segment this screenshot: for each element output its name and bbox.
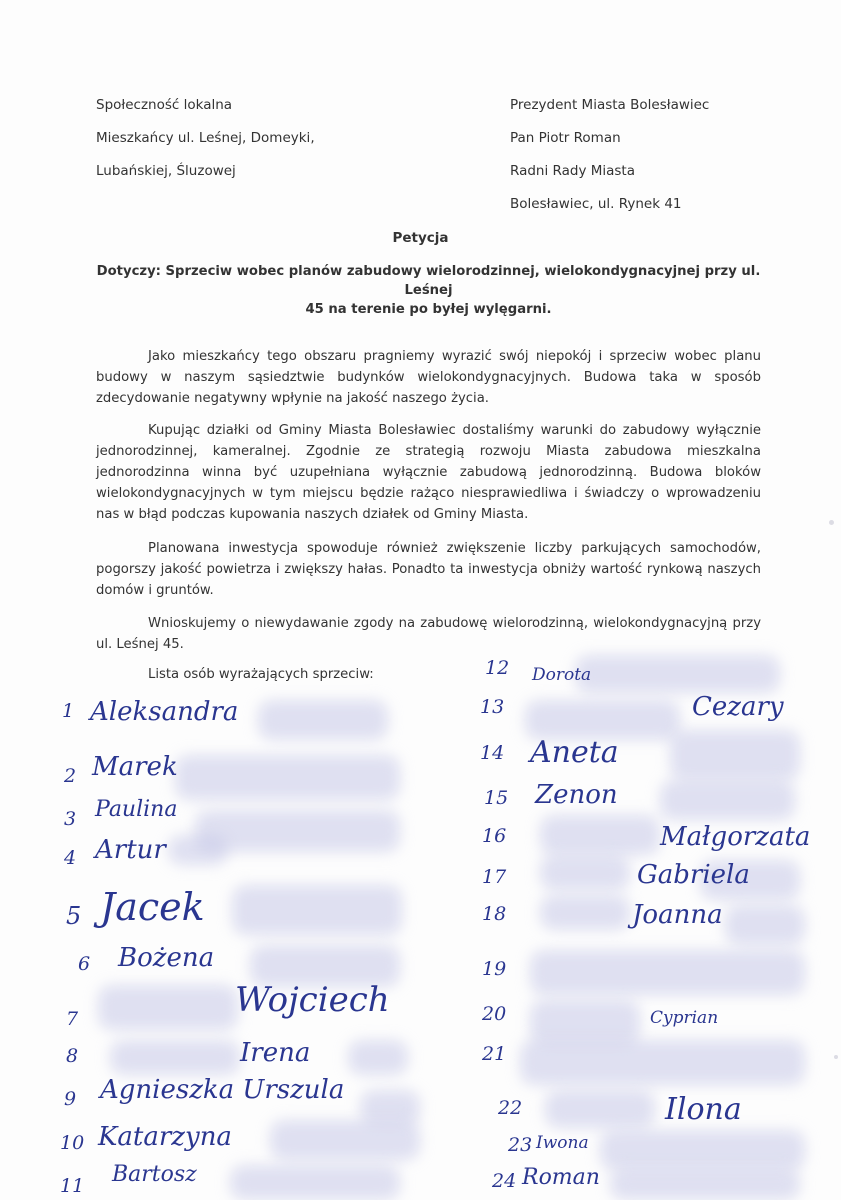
signature-number: 18 bbox=[482, 903, 507, 925]
signature-number: 7 bbox=[66, 1008, 79, 1030]
signature-name: Artur bbox=[95, 835, 166, 865]
signature-name: Jacek bbox=[100, 885, 205, 929]
signature-number: 3 bbox=[64, 808, 77, 830]
recipient-line: Prezydent Miasta Bolesławiec bbox=[510, 97, 710, 113]
subject-line-1: Dotyczy: Sprzeciw wobec planów zabudowy wielorodzinnej, wielokondygnacyjnej przy ul. Leśnej bbox=[96, 264, 761, 298]
paragraph-4: Wnioskujemy o niewydawanie zgody na zabudowę wielorodzinną, wielokondygnacyjną przy ul. Leśnej 45. bbox=[96, 616, 761, 652]
signature-name: Małgorzata bbox=[660, 822, 811, 852]
paragraph-1: Jako mieszkańcy tego obszaru pragniemy wyrazić swój niepokój i sprzeciw wobec planu budowy w naszym sąsiedztwie budynków wielokondygnacyjnych. Budowa taka w sposób zdecydowanie negatywny wpłynie na jakość naszego życia. bbox=[96, 349, 761, 406]
paper-speck bbox=[829, 520, 834, 525]
sender-line: Społeczność lokalna bbox=[96, 97, 233, 113]
signature-number: 23 bbox=[508, 1134, 533, 1156]
paragraph-3: Planowana inwestycja spowoduje również zwiększenie liczby parkujących samochodów, pogorszy jakość powietrza i zwiększy hałas. Ponadto ta inwestycja obniży wartość rynkową naszych domów i gruntów. bbox=[96, 541, 761, 598]
paper-speck bbox=[834, 1055, 838, 1059]
redaction-blur bbox=[540, 815, 660, 855]
redaction-blur bbox=[168, 835, 228, 865]
signature-number: 1 bbox=[62, 700, 75, 722]
signature-number: 6 bbox=[78, 953, 91, 975]
signature-number: 10 bbox=[60, 1132, 85, 1154]
signature-number: 21 bbox=[482, 1043, 507, 1065]
signature-name: Cyprian bbox=[650, 1008, 719, 1028]
signature-name: Paulina bbox=[95, 797, 178, 822]
paragraph-2: Kupując działki od Gminy Miasta Bolesławiec dostaliśmy warunki do zabudowy wyłącznie jednorodzinnej, kameralnej. Zgodnie ze strategią rozwoju Miasta zabudowa mieszkalna jednorodzinna winna być uzupełniana wyłącznie zabudową jednorodzinną. Budowa bloków wielokondygnacyjnych w tym miejscu będzie rażąco niesprawiedliwa i świadczy o wprowadzeniu nas w błąd podczas kupowania naszych działek od Gminy Miasta. bbox=[96, 423, 761, 522]
redaction-blur bbox=[110, 1040, 240, 1075]
signature-number: 13 bbox=[480, 696, 505, 718]
signature-number: 16 bbox=[482, 825, 507, 847]
signature-number: 2 bbox=[64, 765, 77, 787]
sender-line: Lubańskiej, Śluzowej bbox=[96, 163, 236, 179]
signature-name: Roman bbox=[522, 1165, 600, 1190]
signature-name: Cezary bbox=[692, 692, 784, 722]
document-title: Petycja bbox=[392, 230, 449, 246]
signature-number: 8 bbox=[66, 1045, 79, 1067]
redaction-blur bbox=[520, 1040, 805, 1085]
redaction-blur bbox=[575, 655, 780, 693]
signature-name: Katarzyna bbox=[98, 1122, 232, 1152]
recipient-line: Bolesławiec, ul. Rynek 41 bbox=[510, 196, 682, 212]
signature-number: 5 bbox=[66, 902, 82, 930]
recipient-block bbox=[510, 95, 709, 227]
redaction-blur bbox=[525, 700, 680, 740]
signature-name: Iwona bbox=[536, 1133, 589, 1153]
subject-line-2: 45 na terenie po byłej wylęgarni. bbox=[305, 302, 552, 317]
signature-name: Aneta bbox=[530, 735, 619, 770]
signature-number: 9 bbox=[64, 1088, 77, 1110]
redaction-blur bbox=[232, 885, 402, 935]
signature-number: 17 bbox=[482, 866, 507, 888]
redaction-blur bbox=[670, 730, 800, 780]
redaction-blur bbox=[530, 1000, 640, 1045]
signature-name: Zenon bbox=[535, 780, 618, 810]
redaction-blur bbox=[175, 755, 400, 800]
redaction-blur bbox=[600, 1130, 805, 1170]
signature-number: 15 bbox=[484, 787, 509, 809]
redaction-blur bbox=[258, 700, 388, 740]
subject-heading bbox=[96, 262, 761, 319]
sender-line: Mieszkańcy ul. Leśnej, Domeyki, bbox=[96, 130, 315, 146]
redaction-blur bbox=[230, 1165, 400, 1200]
signature-number: 19 bbox=[482, 958, 507, 980]
signature-number: 20 bbox=[482, 1003, 507, 1025]
signature-name: Wojciech bbox=[235, 980, 390, 1020]
redaction-blur bbox=[348, 1040, 408, 1075]
redaction-blur bbox=[530, 950, 805, 995]
recipient-line: Pan Piotr Roman bbox=[510, 130, 621, 146]
signature-number: 4 bbox=[64, 847, 77, 869]
sender-block bbox=[96, 95, 315, 194]
signature-name: Joanna bbox=[632, 900, 723, 930]
signature-name: Bożena bbox=[118, 943, 215, 973]
signature-number: 14 bbox=[480, 742, 505, 764]
signature-name: Dorota bbox=[532, 665, 592, 685]
signature-name: Marek bbox=[92, 752, 178, 782]
signature-name: Gabriela bbox=[637, 860, 750, 890]
signature-name: Agnieszka Urszula bbox=[100, 1075, 345, 1105]
signature-number: 22 bbox=[498, 1097, 523, 1119]
signature-name: Aleksandra bbox=[90, 697, 239, 727]
signature-number: 12 bbox=[485, 657, 510, 679]
redaction-blur bbox=[725, 905, 805, 945]
signature-number: 24 bbox=[492, 1170, 517, 1192]
signature-number: 11 bbox=[60, 1175, 85, 1197]
signature-name: Irena bbox=[240, 1038, 311, 1068]
redaction-blur bbox=[660, 780, 795, 820]
redaction-blur bbox=[545, 1090, 655, 1128]
redaction-blur bbox=[270, 1120, 420, 1160]
signature-name: Bartosz bbox=[112, 1162, 197, 1187]
redaction-blur bbox=[540, 855, 630, 890]
recipient-line: Radni Rady Miasta bbox=[510, 163, 636, 179]
redaction-blur bbox=[610, 1168, 800, 1200]
signature-name: Ilona bbox=[665, 1092, 742, 1127]
redaction-blur bbox=[540, 895, 630, 930]
signature-list-title: Lista osób wyrażających sprzeciw: bbox=[148, 667, 374, 682]
redaction-blur bbox=[98, 985, 238, 1030]
